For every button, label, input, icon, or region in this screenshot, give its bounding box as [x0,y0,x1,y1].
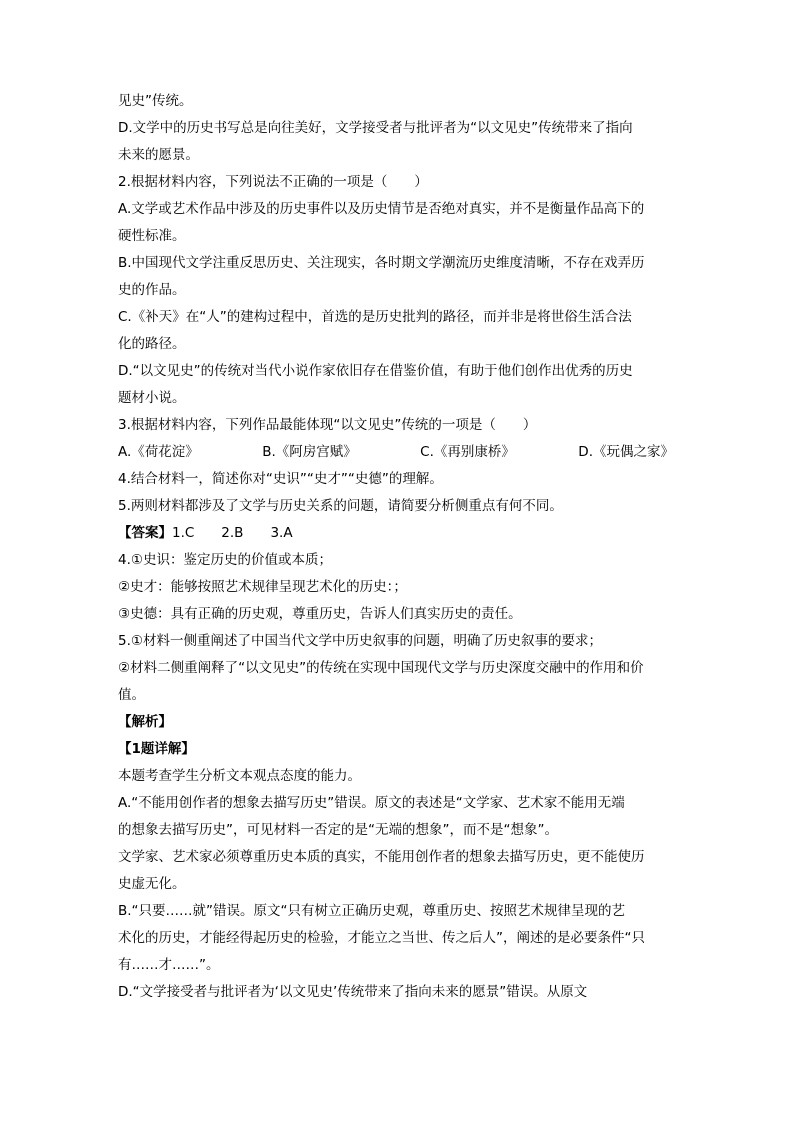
analysis-line: 有……才……”。 [118,957,220,973]
text-line: 见史”传统。 [118,93,193,109]
option-b-line: B.中国现代文学注重反思历史、关注现实，各时期文学潮流历史维度清晰，不存在戏弄历 [118,255,645,271]
analysis-line: 文学家、艺术家必须尊重历史本质的真实，不能用创作者的想象去描写历史，更不能使历 [118,849,645,865]
option-d: D.《玩偶之家》 [578,444,674,460]
option-d-line: D.文学中的历史书写总是向往美好，文学接受者与批评者为“以文见史”传统带来了指向 [118,120,633,136]
analysis-line: B.“只要……就”错误。原文“只有树立正确历史观，尊重历史、按照艺术规律呈现的艺 [118,903,626,919]
analysis-line: A.“不能用创作者的想象去描写历史”错误。原文的表述是“文学家、艺术家不能用无端 [118,795,625,811]
text-line: 题材小说。 [118,390,186,406]
question-3: 3.根据材料内容，下列作品最能体现“以文见史”传统的一项是（ ） [118,417,537,433]
option-b: B.《阿房宫赋》 [262,444,357,460]
text-line: 化的路径。 [118,336,186,352]
option-d-line: D.“以文见史”的传统对当代小说作家依旧存在借鉴价值，有助于他们创作出优秀的历史 [118,363,633,379]
option-a: A.《荷花淀》 [118,444,199,460]
analysis-line: 术化的历史，才能经得起历史的检验，才能立之当世、传之后人”，阐述的是必要条件“只 [118,930,645,946]
text-line: 未来的愿景。 [118,147,199,163]
detail-label: 【1题详解】 [118,741,195,757]
answer-5-1: 5.①材料一侧重阐述了中国当代文学中历史叙事的问题，明确了历史叙事的要求； [118,633,602,649]
option-a-line: A.文学或艺术作品中涉及的历史事件以及历史情节是否绝对真实，并不是衡量作品高下的 [118,201,645,217]
analysis-label: 【解析】 [118,714,172,730]
question-2: 2.根据材料内容，下列说法不正确的一项是（ ） [118,174,428,190]
question-5: 5.两则材料都涉及了文学与历史关系的问题，请简要分析侧重点有何不同。 [118,498,563,514]
analysis-line: D.“文学接受者与批评者为‘以文见史’传统带来了指向未来的愿景”错误。从原文 [118,984,588,1000]
answer-4-3: ③史德：具有正确的历史观，尊重历史，告诉人们真实历史的责任。 [118,606,522,622]
answer-text: 1.C 2.B 3.A [172,525,293,541]
analysis-line: 的想象去描写历史”，可见材料一否定的是“无端的想象”，而不是“想象”。 [118,822,558,838]
document-page [118,88,678,1006]
analysis-line: 史虚无化。 [118,876,186,892]
question-3-options [118,439,674,466]
question-4: 4.结合材料一，简述你对“史识”“史才”“史德”的理解。 [118,471,443,487]
option-c: C.《再别康桥》 [420,444,515,460]
answer-5-2: ②材料二侧重阐释了“以文见史”的传统在实现中国现代文学与历史深度交融中的作用和价 [118,660,644,676]
answer-line [118,520,678,547]
answer-4-2: ②史才：能够按照艺术规律呈现艺术化的历史：； [118,579,407,595]
text-line: 史的作品。 [118,282,186,298]
text-line: 值。 [118,687,145,703]
analysis-line: 本题考查学生分析文本观点态度的能力。 [118,768,361,784]
answer-4-1: 4.①史识：鉴定历史的价值或本质； [118,552,332,568]
answer-label: 【答案】 [118,525,172,541]
option-c-line: C.《补天》在“人”的建构过程中，首选的是历史批判的路径，而并非是将世俗生活合法 [118,309,632,325]
text-line: 硬性标准。 [118,228,186,244]
